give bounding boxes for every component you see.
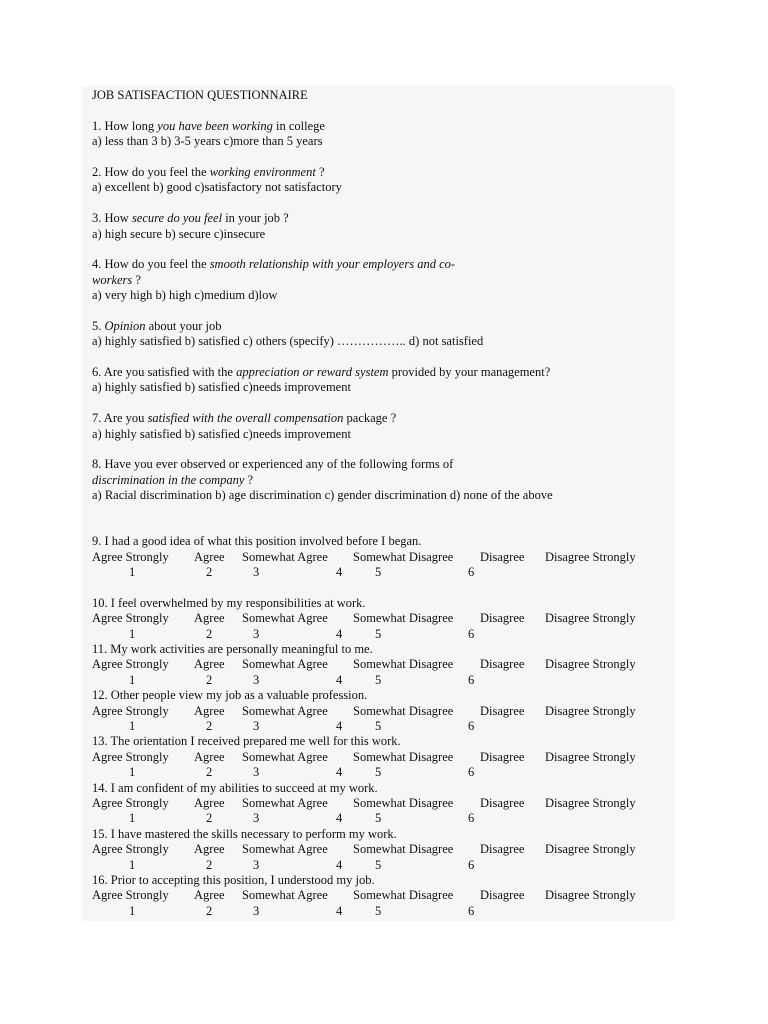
- questionnaire-document: [92, 88, 672, 919]
- rating-scale-labels: [92, 888, 672, 903]
- likert-statement: 15. I have mastered the skills necessary to perform my work.: [92, 826, 397, 841]
- scale-label: Agree: [194, 749, 225, 764]
- emphasis-text: working environment: [209, 164, 316, 179]
- scale-label: Somewhat Agree: [242, 842, 328, 857]
- scale-label: Somewhat Disagree: [353, 703, 454, 718]
- question-line: [92, 457, 672, 472]
- scale-label: Disagree Strongly: [545, 549, 636, 564]
- likert-statement: 13. The orientation I received prepared me well for this work.: [92, 734, 401, 749]
- scale-number: 4: [336, 765, 343, 780]
- emphasis-text: satisfied with the overall compensation: [147, 411, 344, 426]
- question-text: in college: [272, 118, 325, 133]
- scale-label: Disagree Strongly: [545, 795, 636, 810]
- scale-number: 6: [468, 719, 475, 734]
- answer-options: a) excellent b) good c)satisfactory not satisfactory: [92, 180, 342, 195]
- scale-number: 3: [253, 565, 260, 580]
- likert-statement: 16. Prior to accepting this position, I understood my job.: [92, 872, 375, 887]
- question-text: 4. How do you feel the: [92, 257, 210, 272]
- scale-label: Disagree: [480, 549, 525, 564]
- question-line: [92, 365, 672, 380]
- rating-scale-numbers: [92, 627, 672, 642]
- scale-number: 2: [206, 811, 213, 826]
- likert-item-14: [92, 781, 672, 827]
- scale-label: Disagree Strongly: [545, 611, 636, 626]
- question-6: [92, 365, 672, 396]
- answer-options: a) Racial discrimination b) age discrimination c) gender discrimination d) none of the above: [92, 488, 553, 503]
- scale-label: Agree: [194, 795, 225, 810]
- scale-number: 3: [253, 811, 260, 826]
- rating-scale-numbers: [92, 565, 672, 580]
- scale-label: Somewhat Agree: [242, 703, 328, 718]
- scale-label: Agree: [194, 703, 225, 718]
- likert-item-12: [92, 688, 672, 734]
- question-line: [92, 411, 672, 426]
- emphasis-text: you have been working: [157, 118, 273, 133]
- question-text: 8. Have you ever observed or experienced any of the following forms of: [92, 457, 454, 472]
- scale-label: Disagree: [480, 749, 525, 764]
- scale-label: Somewhat Agree: [242, 657, 328, 672]
- scale-label: Disagree: [480, 703, 525, 718]
- rating-scale-labels: [92, 704, 672, 719]
- scale-number: 5: [375, 672, 382, 687]
- answer-options: a) less than 3 b) 3-5 years c)more than 5 years: [92, 134, 323, 149]
- rating-scale-labels: [92, 842, 672, 857]
- question-3: [92, 211, 672, 242]
- scale-number: 3: [253, 903, 260, 918]
- likert-statement: 9. I had a good idea of what this position involved before I began.: [92, 534, 422, 549]
- scale-number: 6: [468, 672, 475, 687]
- scale-number: 4: [336, 565, 343, 580]
- scale-number: 5: [375, 626, 382, 641]
- question-line: [92, 211, 672, 226]
- likert-section: [92, 534, 672, 919]
- rating-scale-labels: [92, 611, 672, 626]
- rating-scale-numbers: [92, 719, 672, 734]
- answer-options: a) highly satisfied b) satisfied c) others (specify) …………….. d) not satisfied: [92, 334, 484, 349]
- scale-number: 2: [206, 857, 213, 872]
- scale-label: Agree Strongly: [92, 703, 169, 718]
- scale-number: 3: [253, 672, 260, 687]
- scale-number: 6: [468, 565, 475, 580]
- question-text: 1. How long: [92, 118, 158, 133]
- scale-number: 2: [206, 765, 213, 780]
- scale-number: 6: [468, 811, 475, 826]
- rating-scale-numbers: [92, 811, 672, 826]
- scale-number: 5: [375, 811, 382, 826]
- scale-number: 1: [129, 672, 136, 687]
- scale-number: 2: [206, 672, 213, 687]
- scale-number: 1: [129, 626, 136, 641]
- scale-number: 1: [129, 903, 136, 918]
- likert-statement: 12. Other people view my job as a valuable profession.: [92, 688, 368, 703]
- scale-number: 1: [129, 765, 136, 780]
- scale-label: Agree: [194, 842, 225, 857]
- emphasis-text: smooth relationship with your employers and co-: [209, 257, 456, 272]
- scale-label: Agree Strongly: [92, 888, 169, 903]
- scale-label: Disagree Strongly: [545, 842, 636, 857]
- emphasis-text: Opinion: [104, 318, 146, 333]
- rating-scale-labels: [92, 550, 672, 565]
- emphasis-text: secure do you feel: [131, 211, 223, 226]
- question-7: [92, 411, 672, 442]
- emphasis-text: appreciation or reward system: [236, 365, 389, 380]
- answer-options: a) highly satisfied b) satisfied c)needs improvement: [92, 380, 351, 395]
- likert-item-11: [92, 642, 672, 688]
- scale-label: Somewhat Disagree: [353, 611, 454, 626]
- scale-label: Disagree Strongly: [545, 749, 636, 764]
- scale-number: 1: [129, 719, 136, 734]
- scale-number: 1: [129, 565, 136, 580]
- scale-label: Agree Strongly: [92, 611, 169, 626]
- scale-label: Somewhat Agree: [242, 749, 328, 764]
- scale-label: Agree: [194, 888, 225, 903]
- scale-number: 3: [253, 626, 260, 641]
- question-1: [92, 119, 672, 150]
- scale-label: Disagree Strongly: [545, 888, 636, 903]
- question-text: ?: [315, 164, 325, 179]
- likert-item-9: [92, 534, 672, 580]
- scale-number: 6: [468, 765, 475, 780]
- scale-label: Agree: [194, 611, 225, 626]
- scale-label: Agree Strongly: [92, 795, 169, 810]
- question-line-continued: [92, 273, 672, 288]
- likert-statement: 10. I feel overwhelmed by my responsibilities at work.: [92, 595, 366, 610]
- emphasis-text: discrimination in the company: [92, 472, 245, 487]
- scale-label: Somewhat Disagree: [353, 842, 454, 857]
- scale-number: 2: [206, 626, 213, 641]
- question-line-continued: [92, 473, 672, 488]
- multiple-choice-section: [92, 119, 672, 504]
- scale-number: 4: [336, 719, 343, 734]
- scale-label: Somewhat Disagree: [353, 795, 454, 810]
- scale-number: 2: [206, 719, 213, 734]
- answer-options: a) high secure b) secure c)insecure: [92, 226, 266, 241]
- rating-scale-labels: [92, 657, 672, 672]
- scale-number: 5: [375, 857, 382, 872]
- scale-label: Agree Strongly: [92, 842, 169, 857]
- question-8: [92, 457, 672, 503]
- question-text: 3. How: [92, 211, 132, 226]
- scale-number: 6: [468, 857, 475, 872]
- scale-number: 2: [206, 903, 213, 918]
- rating-scale-numbers: [92, 765, 672, 780]
- scale-number: 5: [375, 565, 382, 580]
- scale-label: Agree: [194, 549, 225, 564]
- emphasis-text: workers: [92, 272, 133, 287]
- scale-label: Disagree: [480, 888, 525, 903]
- scale-number: 6: [468, 626, 475, 641]
- scale-label: Agree Strongly: [92, 749, 169, 764]
- scale-label: Agree Strongly: [92, 549, 169, 564]
- question-text: ?: [244, 472, 254, 487]
- scale-number: 5: [375, 719, 382, 734]
- scale-number: 5: [375, 765, 382, 780]
- question-line: [92, 165, 672, 180]
- rating-scale-labels: [92, 750, 672, 765]
- rating-scale-labels: [92, 796, 672, 811]
- scale-label: Somewhat Disagree: [353, 888, 454, 903]
- likert-item-10: [92, 596, 672, 642]
- scale-label: Disagree: [480, 611, 525, 626]
- question-text: package ?: [343, 411, 397, 426]
- scale-label: Somewhat Agree: [242, 549, 328, 564]
- likert-item-15: [92, 827, 672, 873]
- scale-label: Agree: [194, 657, 225, 672]
- scale-number: 3: [253, 719, 260, 734]
- question-text: provided by your management?: [388, 365, 551, 380]
- question-text: about your job: [145, 318, 222, 333]
- scale-number: 2: [206, 565, 213, 580]
- scale-number: 4: [336, 811, 343, 826]
- scale-number: 3: [253, 857, 260, 872]
- scale-label: Agree Strongly: [92, 657, 169, 672]
- answer-options: a) highly satisfied b) satisfied c)needs improvement: [92, 426, 351, 441]
- scale-number: 5: [375, 903, 382, 918]
- page-title: JOB SATISFACTION QUESTIONNAIRE: [92, 88, 308, 102]
- scale-label: Disagree: [480, 795, 525, 810]
- question-text: 2. How do you feel the: [92, 164, 210, 179]
- question-text: 6. Are you satisfied with the: [92, 365, 237, 380]
- likert-statement: 14. I am confident of my abilities to succeed at my work.: [92, 780, 378, 795]
- scale-label: Somewhat Disagree: [353, 657, 454, 672]
- scale-label: Somewhat Agree: [242, 795, 328, 810]
- question-text: 7. Are you: [92, 411, 148, 426]
- scale-number: 6: [468, 903, 475, 918]
- scale-label: Disagree Strongly: [545, 657, 636, 672]
- rating-scale-numbers: [92, 904, 672, 919]
- question-2: [92, 165, 672, 196]
- likert-item-16: [92, 873, 672, 919]
- scale-label: Disagree Strongly: [545, 703, 636, 718]
- question-text: ?: [132, 272, 141, 287]
- rating-scale-numbers: [92, 858, 672, 873]
- question-5: [92, 319, 672, 350]
- question-line: [92, 119, 672, 134]
- likert-item-13: [92, 734, 672, 780]
- scale-label: Somewhat Disagree: [353, 549, 454, 564]
- scale-label: Disagree: [480, 842, 525, 857]
- scale-number: 4: [336, 626, 343, 641]
- scale-number: 1: [129, 811, 136, 826]
- rating-scale-numbers: [92, 673, 672, 688]
- scale-label: Somewhat Agree: [242, 611, 328, 626]
- question-4: [92, 257, 672, 303]
- scale-label: Somewhat Agree: [242, 888, 328, 903]
- scale-number: 3: [253, 765, 260, 780]
- question-line: [92, 319, 672, 334]
- scale-number: 4: [336, 857, 343, 872]
- answer-options: a) very high b) high c)medium d)low: [92, 288, 278, 303]
- scale-number: 4: [336, 903, 343, 918]
- scale-number: 1: [129, 857, 136, 872]
- question-line: [92, 257, 672, 272]
- question-text: in your job ?: [222, 211, 289, 226]
- scale-label: Somewhat Disagree: [353, 749, 454, 764]
- question-text: 5.: [92, 318, 105, 333]
- scale-number: 4: [336, 672, 343, 687]
- likert-statement: 11. My work activities are personally meaningful to me.: [92, 642, 373, 657]
- scale-label: Disagree: [480, 657, 525, 672]
